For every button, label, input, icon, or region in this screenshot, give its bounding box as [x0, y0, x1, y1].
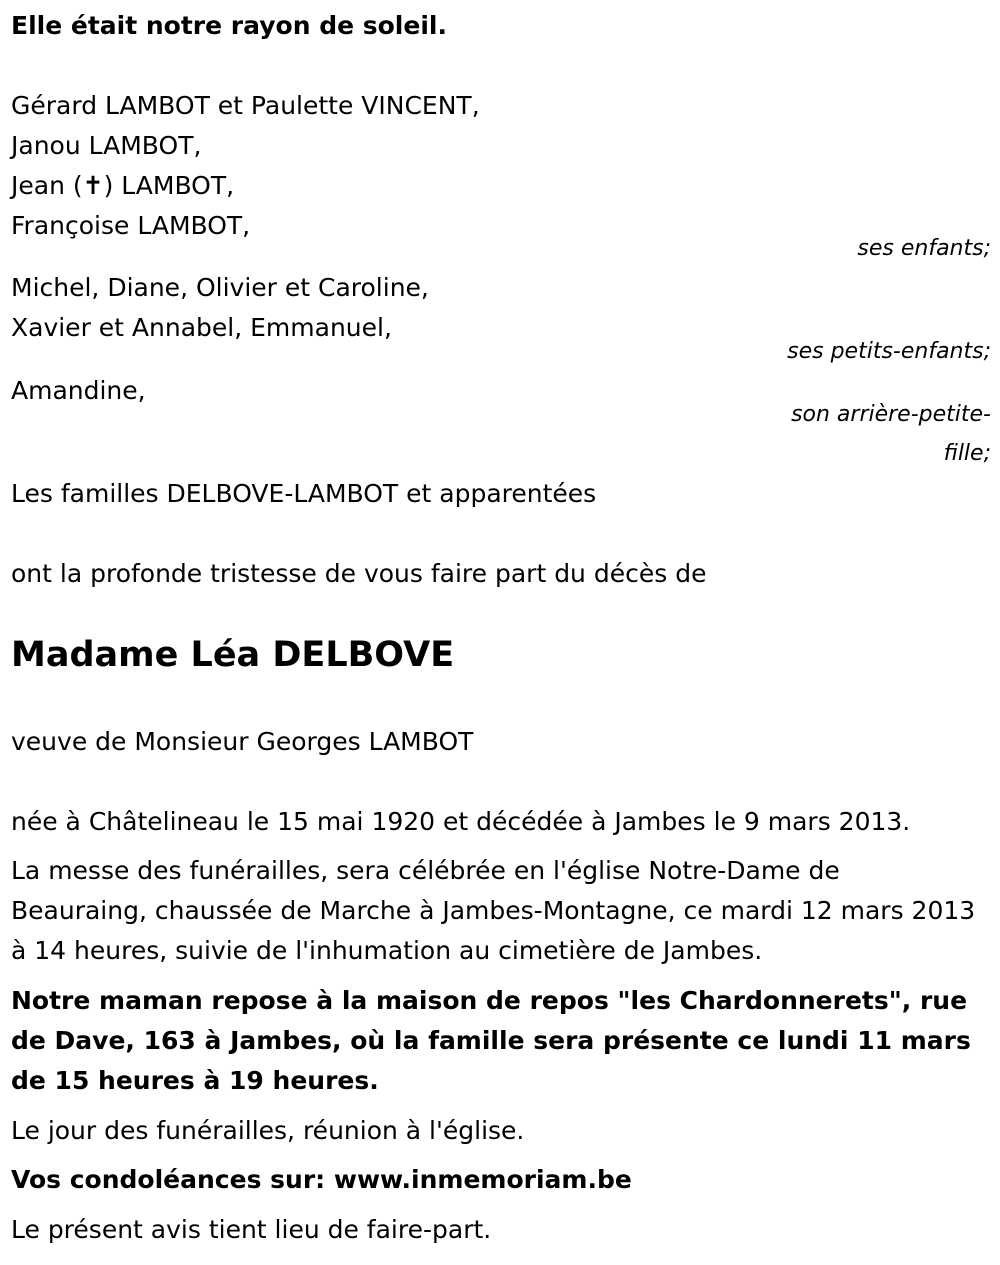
child-line: Françoise LAMBOT,	[11, 211, 251, 240]
resting-place: Notre maman repose à la maison de repos "les Chardonnerets", rue de Dave, 163 à Jambes, où la famille sera présente ce lundi 11 mars de 15 heures à 19 heures.	[11, 986, 971, 1095]
great-grandchild-line: Amandine,	[11, 376, 146, 405]
children-role: ses enfants;	[857, 236, 991, 261]
child-line: Gérard LAMBOT et Paulette VINCENT,	[11, 91, 480, 120]
announcement: ont la profonde tristesse de vous faire part du décès de	[11, 559, 707, 588]
grandchild-line: Michel, Diane, Olivier et Caroline,	[11, 273, 429, 302]
families: Les familles DELBOVE-LAMBOT et apparentées	[11, 479, 597, 508]
grandchildren-role: ses petits-enfants;	[787, 339, 991, 364]
notice: Le présent avis tient lieu de faire-part.	[11, 1215, 492, 1244]
great-grandchild-role-cont: fille;	[943, 441, 991, 466]
great-grandchild-role: son arrière-petite-	[791, 402, 991, 427]
headline: Elle était notre rayon de soleil.	[11, 11, 447, 40]
birth-death: née à Châtelineau le 15 mai 1920 et décédée à Jambes le 9 mars 2013.	[11, 807, 911, 836]
funeral-mass: La messe des funérailles, sera célébrée en l'église Notre-Dame de Beauraing, chaussée de Marche à Jambes-Montagne, ce mardi 12 mars 2013 à 14 heures, suivie de l'inhumation au cimetière de Jambes.	[11, 856, 976, 965]
condolences: Vos condoléances sur: www.inmemoriam.be	[11, 1165, 632, 1194]
deceased-name: Madame Léa DELBOVE	[11, 635, 455, 675]
grandchild-line: Xavier et Annabel, Emmanuel,	[11, 313, 392, 342]
widow-of: veuve de Monsieur Georges LAMBOT	[11, 727, 474, 756]
child-line: Jean (✝) LAMBOT,	[11, 171, 235, 200]
meeting: Le jour des funérailles, réunion à l'église.	[11, 1116, 525, 1145]
child-line: Janou LAMBOT,	[11, 131, 202, 160]
